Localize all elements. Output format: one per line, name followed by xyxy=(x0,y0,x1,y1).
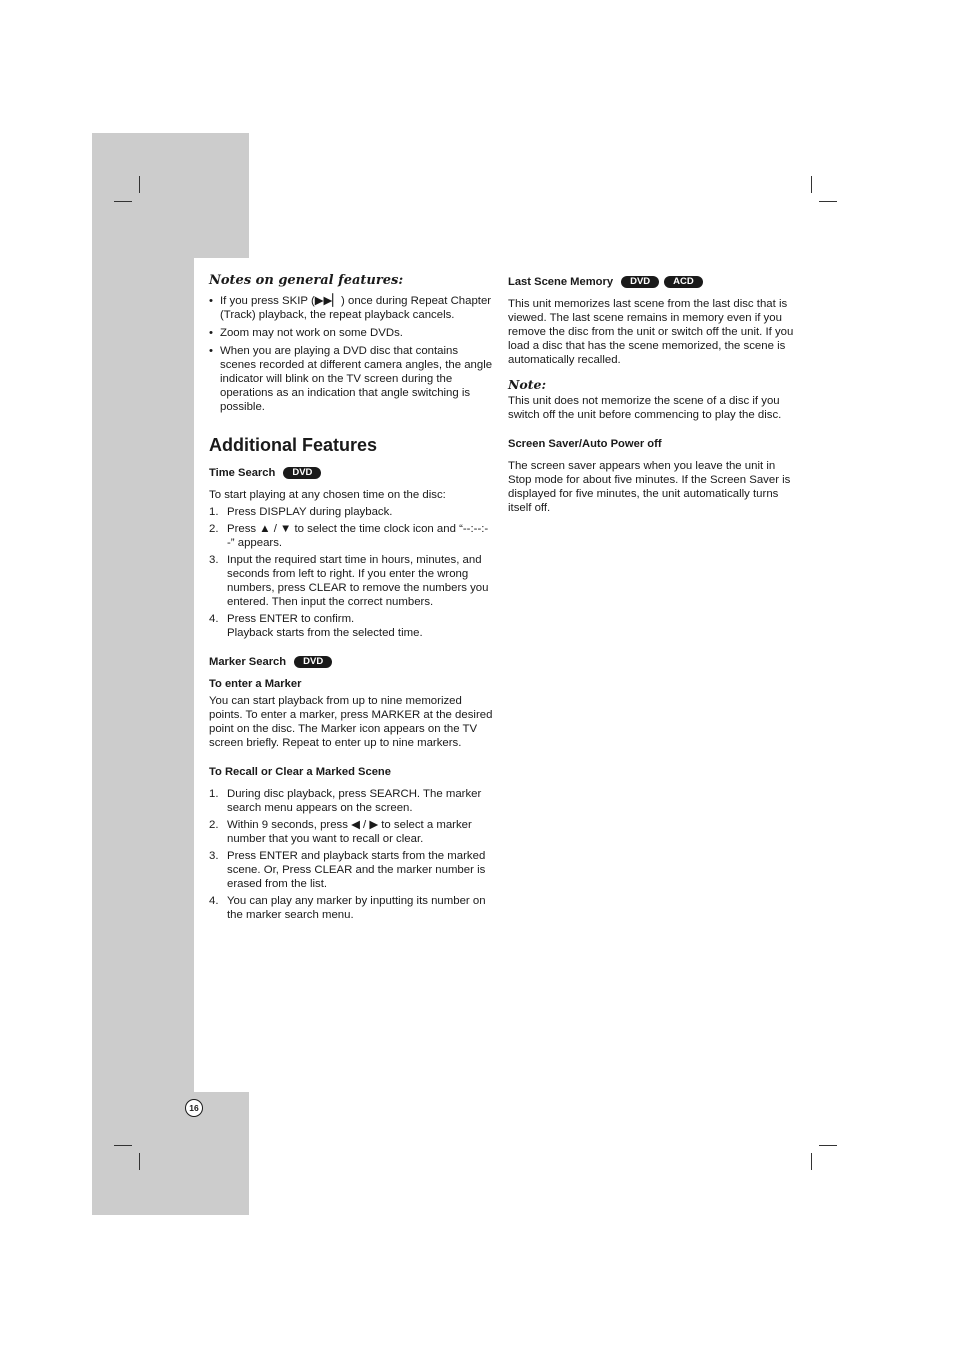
marker-search-title: Marker Search xyxy=(209,656,287,668)
step-text-continued: Playback starts from the selected time. xyxy=(227,627,423,639)
last-scene-heading xyxy=(508,275,794,289)
step-text: Press ENTER to confirm. xyxy=(227,613,355,625)
notes-title: Notes on general features: xyxy=(209,273,404,288)
recall-marker-title: To Recall or Clear a Marked Scene xyxy=(209,766,391,778)
list-item xyxy=(209,787,495,815)
list-item: • Zoom may not work on some DVDs. xyxy=(209,326,495,340)
last-scene-title: Last Scene Memory xyxy=(508,276,614,288)
marker-search-heading xyxy=(209,655,495,669)
step-number: 2. xyxy=(209,523,219,535)
screen-saver-title: Screen Saver/Auto Power off xyxy=(508,438,662,450)
acd-badge: ACD xyxy=(664,276,703,288)
left-column xyxy=(209,270,495,925)
crop-mark xyxy=(114,1145,132,1146)
right-column xyxy=(508,275,794,518)
crop-mark xyxy=(139,176,140,193)
list-item xyxy=(209,849,495,891)
dvd-badge: DVD xyxy=(621,276,659,288)
enter-marker-title: To enter a Marker xyxy=(209,678,302,690)
time-search-steps xyxy=(209,505,495,640)
last-scene-text: This unit memorizes last scene from the last disc that is viewed. The last scene remains in memory even if you remove the disc from the unit or switch off the unit. If you load a disc that has the scene memorized, the scene is automatically recalled. xyxy=(508,298,794,366)
note-title: Note: xyxy=(508,377,547,392)
list-item xyxy=(209,612,495,640)
time-search-heading xyxy=(209,466,495,480)
list-item xyxy=(209,553,495,609)
list-item: • When you are playing a DVD disc that contains scenes recorded at different camera angles, the angle indicator will blink on the TV screen during the operations as an indication that angle switching is possible. xyxy=(209,344,495,414)
crop-mark xyxy=(811,1153,812,1170)
dvd-badge: DVD xyxy=(294,656,332,668)
step-number: 4. xyxy=(209,613,219,625)
crop-mark xyxy=(114,201,132,202)
list-item xyxy=(209,505,495,519)
margin-band-top xyxy=(92,133,249,258)
notes-list xyxy=(209,294,495,414)
list-item xyxy=(209,894,495,922)
step-number: 3. xyxy=(209,850,219,862)
recall-marker-steps xyxy=(209,787,495,922)
time-search-title: Time Search xyxy=(209,467,276,479)
step-text: Press ENTER and playback starts from the marked scene. Or, Press CLEAR and the marker number is erased from the list. xyxy=(227,850,486,890)
step-text: Within 9 seconds, press ◀ / ▶ to select a marker number that you want to recall or clear. xyxy=(227,819,472,845)
time-search-intro: To start playing at any chosen time on the disc: xyxy=(209,489,446,501)
step-text: Press DISPLAY during playback. xyxy=(227,506,393,518)
step-number: 1. xyxy=(209,788,219,800)
section-title: Additional Features xyxy=(209,435,378,455)
list-item xyxy=(209,522,495,550)
step-number: 1. xyxy=(209,506,219,518)
step-number: 2. xyxy=(209,819,219,831)
screen-saver-text: The screen saver appears when you leave the unit in Stop mode for about five minutes. If the Screen Saver is displayed for five minutes, the unit automatically turns itself off. xyxy=(508,460,791,514)
note-text: This unit does not memorize the scene of a disc if you switch off the unit before commencing to play the disc. xyxy=(508,395,782,421)
list-item xyxy=(209,818,495,846)
page-number: 16 xyxy=(185,1099,203,1117)
step-text: Input the required start time in hours, minutes, and seconds from left to right. If you enter the wrong numbers, press CLEAR to remove the numbers you entered. Then input the correct numbers. xyxy=(227,554,489,608)
step-text: Press ▲ / ▼ to select the time clock icon and “--:--:--” appears. xyxy=(227,523,489,549)
step-number: 3. xyxy=(209,554,219,566)
crop-mark xyxy=(819,1145,837,1146)
list-item: • If you press SKIP (▶▶▏) once during Repeat Chapter (Track) playback, the repeat playback cancels. xyxy=(209,294,495,322)
crop-mark xyxy=(819,201,837,202)
margin-band-bottom xyxy=(92,1092,249,1215)
step-number: 4. xyxy=(209,895,219,907)
crop-mark xyxy=(811,176,812,193)
crop-mark xyxy=(139,1153,140,1170)
step-text: You can play any marker by inputting its number on the marker search menu. xyxy=(227,895,486,921)
enter-marker-text: You can start playback from up to nine memorized points. To enter a marker, press MARKER at the desired point on the disc. The Marker icon appears on the TV screen briefly. Repeat to enter up to nine markers. xyxy=(209,695,493,749)
margin-band-side xyxy=(92,258,194,1092)
step-text: During disc playback, press SEARCH. The marker search menu appears on the screen. xyxy=(227,788,482,814)
dvd-badge: DVD xyxy=(283,467,321,479)
